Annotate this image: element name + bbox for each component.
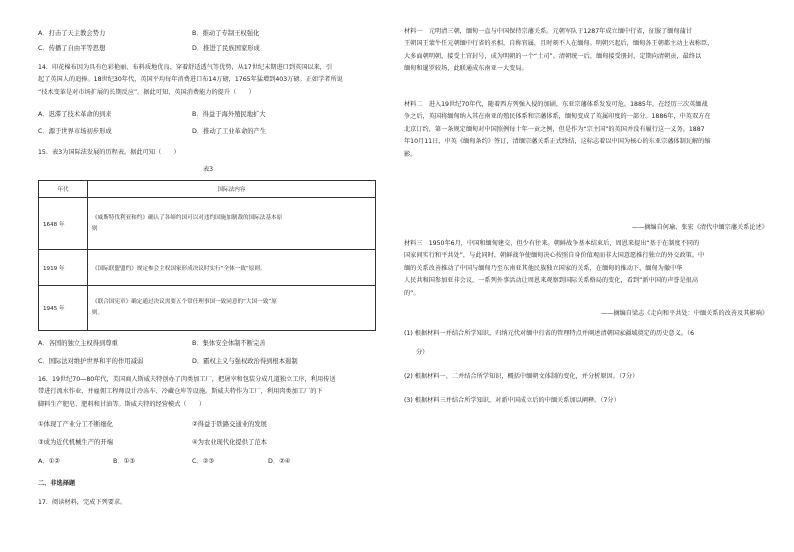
q14-option-d[interactable]: D．推动了工业革命的产生 [192, 128, 267, 135]
table-cell-year: 1648 年 [39, 198, 88, 250]
q15-option-b[interactable]: B．集体安全体制不断完善 [192, 340, 266, 347]
table-3 [38, 180, 376, 331]
material-2-source: ——摘编自何瑜、张宏《清代中缅宗藩关系论述》 [631, 224, 768, 231]
question-1-cont: 分） [416, 349, 429, 356]
q16-stem: 16．19世纪70—80年代，美国商人斯威夫特创办了肉类加工厂，把屠宰和包装分成几道独立工序，利用传送 带进行流水作业，并雇佣工程师设计冷冻车、冷藏仓库等设施。斯威夫特作为工厂，利用肉类加工厂的下 脚料生产肥皂、肥料和甘油等。斯威夫特的经营模式（ ） [38, 376, 336, 408]
table-row [39, 198, 376, 250]
table-cell-year: 1945 年 [39, 286, 88, 331]
section-heading: 二、非选择题 [38, 480, 76, 487]
q14-option-b[interactable]: B．得益于海外殖民地扩大 [192, 111, 266, 118]
question-1: (1) 根据材料一并结合所学知识，归纳元代对缅中行省的管理特点并阐述清朝国家疆域奠定的历史意义。（6 [404, 330, 695, 337]
q15-stem: 15．表3为国际法发展的历程表。据此可知（ ） [38, 149, 180, 156]
material-1: 材料一 元明清三朝，缅甸一直与中国保持宗藩关系。元朝军队于1287年成立缅中行省，征服了缅甸蒲甘 王朝国王蒙牛任元朝缅中行省的丞相，自称官属，且时刻不人在缅甸。明朝兴起后，缅甸各王朝都主动上表称臣， 大多面朝明朝，接受土官封号，成为明朝的一个“土司”。清朝统一后，缅甸接受册封，定期向清朝贡，最终以 缅甸和暹罗较场，此联通成东南亚一大变局。 [404, 28, 714, 73]
q14-stem: 14．印花棉布因为具有色彩艳丽、布料质地优良、穿着舒适透气等优势，从17世纪末期进口到英国以来，引 起了英国人的追捧。18世纪30年代，英国平均每年消费进口布14万磅，1765年猛增到403万磅。正如学者所说 “技术变革是对市场扩展的长期反应”。据此可知，英国消费能力的提升（ ） [38, 64, 343, 96]
q15-option-a[interactable]: A．各国的独立主权得到尊重 [38, 340, 118, 347]
q17-stem: 17．阅读材料，完成下列要求。 [38, 499, 127, 506]
table-cell-content: 《联合国宪章》确定通过决议需要五个常任理事国一致同意的“大国一致”原 则。 [88, 286, 376, 331]
table-cell-content: 《威斯特伐利亚和约》确认了各缔约国可以对违约国施加制裁的国际法基本原 则 [88, 198, 376, 250]
q16-option-b[interactable]: B．①③ [113, 458, 135, 465]
q16-option-c[interactable]: C．②③ [192, 458, 214, 465]
q13-option-c[interactable]: C．传播了自由平等思想 [38, 45, 106, 52]
table-header-year: 年代 [39, 181, 88, 198]
table-cell-content: 《国际联盟盟约》规定参会主权国家形成决议时实行“全体一致”原则。 [88, 250, 376, 286]
table-row [39, 286, 376, 331]
q15-option-d[interactable]: D．霸权主义与强权政治得到根本遏制 [192, 358, 298, 365]
q15-option-c[interactable]: C．国际法对维护世界和平的作用减弱 [38, 358, 144, 365]
q14-option-a[interactable]: A．迟滞了技术革命的到来 [38, 111, 112, 118]
table-cell-year: 1919 年 [39, 250, 88, 286]
material-3-source: ——摘编自梁志《走向和平共处：中缅关系的改善及其影响》 [600, 310, 768, 317]
table-caption: 表3 [203, 166, 214, 173]
q13-option-d[interactable]: D．推进了民族国家形成 [192, 45, 260, 52]
q14-option-c[interactable]: C．源于世界市场初步形成 [38, 128, 112, 135]
question-2: (2) 根据材料一、二并结合所学知识，概括中缅朝文体制的变化，并分析原因。（7分） [404, 373, 639, 380]
table-header-row [39, 181, 376, 198]
question-3: (3) 根据材料三并结合所学知识，对新中国成立后的中缅关系加以阐释。（7分） [404, 397, 620, 404]
q16-option-d[interactable]: D．②④ [268, 458, 291, 465]
q16-item-1: ①体现了产业分工不断细化 [38, 421, 113, 428]
q16-item-2: ②得益于铁路交通业的发展 [192, 421, 267, 428]
q16-item-4: ④为农业现代化提供了范本 [192, 439, 267, 446]
q13-option-a[interactable]: A．打击了天主教会势力 [38, 30, 106, 37]
q13-option-b[interactable]: B．推动了专制王权强化 [192, 30, 260, 37]
q16-item-3: ③成为近代机械生产的开端 [38, 439, 113, 446]
q16-option-a[interactable]: A．①② [38, 458, 60, 465]
material-3: 材料三 1950年6月，中国和缅甸建交，但少有往来。朝鲜战争基本结束后，周恩来提出“基于在制度不同的 国家间实行和平共处”，与此同时，朝鲜战争使缅甸决心按照自身价值观而非大国意愿推行独立的外交政策。中 缅的关系改善推动了中国与缅甸乃至东南亚其他民族独立国家的关系，在缅甸的推动下，缅甸为撤中华 人民共和国参加亚非会议，一系列外事活动让周恩来观察到国际关系格局的变化，看到“新中国的声誉是很高 的”。 [404, 240, 705, 297]
table-row [39, 250, 376, 286]
material-2: 材料二 进入19世纪70年代，随着西方列强入侵的加剧，东亚宗藩体系发发可危。1885年，在经历三次英缅战 争之后，英国将缅甸纳入其在南亚的殖民体系和宗藩体系，缅甸变成了英属印度的一部分。1886年，中英双方在 北京订约，第一条规定缅甸对中国照例每十年一贡之例，但是作为“宗主国”的英国并没有履行这一义务。1887 年10月11日，中英《缅甸条约》签订，清缅宗藩关系正式终结，这标志着以中国为核心的东亚宗藩体制瓦解的缩 影。 [404, 101, 711, 158]
table-header-content: 国际法内容 [88, 181, 376, 198]
